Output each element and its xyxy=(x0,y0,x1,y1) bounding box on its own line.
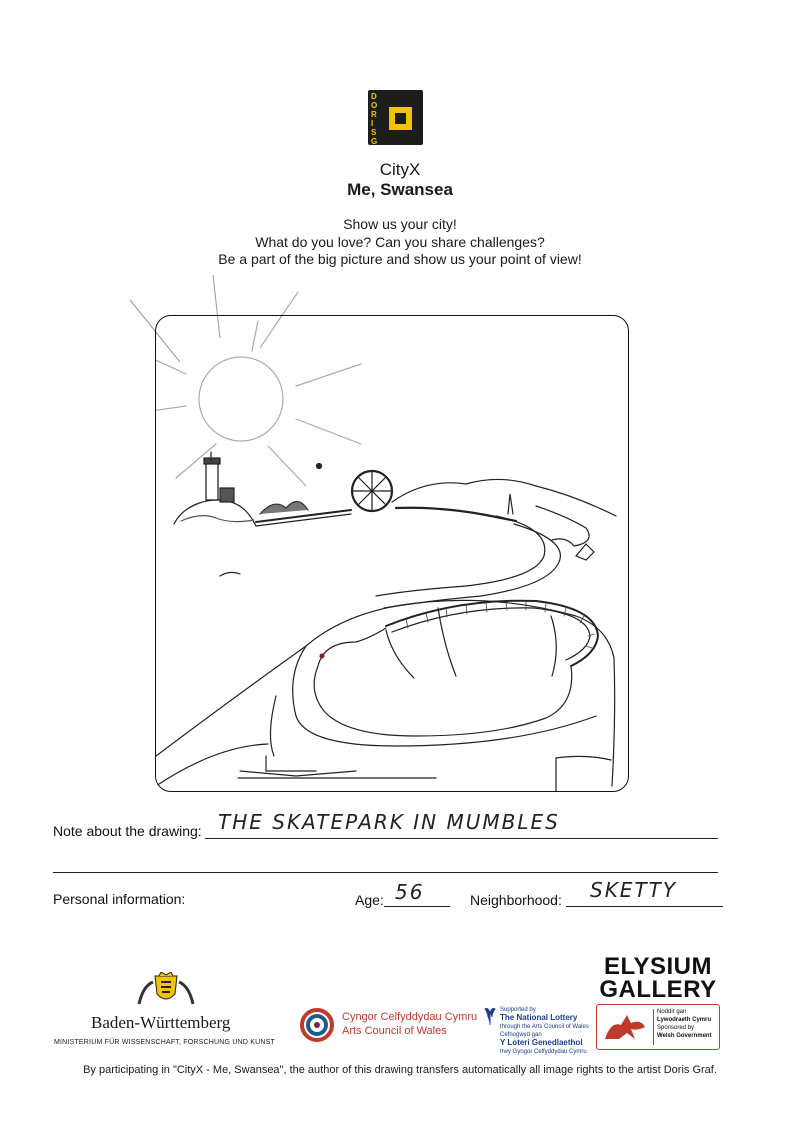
note-value[interactable]: THE SKATEPARK IN MUMBLES xyxy=(218,810,560,834)
age-underline xyxy=(384,906,450,907)
neighborhood-underline xyxy=(566,906,723,907)
neighborhood-value[interactable]: SKETTY xyxy=(590,878,678,902)
intro-line-3: Be a part of the big picture and show us your point of view! xyxy=(218,251,582,267)
neighborhood-label: Neighborhood: xyxy=(470,892,562,908)
national-lottery-crossed-fingers-icon xyxy=(482,1005,498,1027)
note-second-line xyxy=(53,872,718,873)
page-title: CityX xyxy=(379,160,421,179)
bw-name: Baden-Württemberg xyxy=(91,1013,231,1032)
lottery-text: Supported by The National Lottery through the Arts Council of Wales Cefnogwyd gan Y Loteri Genedlaethol trwy Gyngor Celfyddydau Cymru xyxy=(500,1007,589,1055)
logo-letters: D O R I S G xyxy=(371,92,379,146)
baden-wurttemberg-coat-of-arms-icon xyxy=(135,972,197,1008)
page-subtitle: Me, Swansea xyxy=(347,180,453,199)
note-underline xyxy=(205,838,718,839)
arts-council-wales-logo-icon xyxy=(298,1006,338,1044)
bw-ministry: MINISTERIUM FÜR WISSENSCHAFT, FORSCHUNG UND KUNST xyxy=(54,1039,275,1046)
sun-icon xyxy=(199,357,283,441)
doris-graf-logo xyxy=(368,90,423,145)
personal-info-label: Personal information: xyxy=(53,891,186,907)
acw-welsh-name: Cyngor Celfyddydau Cymru xyxy=(342,1011,478,1023)
age-label: Age: xyxy=(355,892,384,908)
welsh-government-logo xyxy=(596,1004,720,1050)
note-label: Note about the drawing: xyxy=(53,823,202,839)
skatepark-drawing xyxy=(156,316,628,791)
ferris-wheel xyxy=(352,471,392,511)
age-value[interactable]: 56 xyxy=(395,880,425,904)
elysium-gallery-logo: ELYSIUM GALLERY xyxy=(599,953,717,1003)
drawing-frame xyxy=(155,315,629,792)
wg-text: Noddir gan Lywodraeth Cymru Sponsored by Welsh Government xyxy=(657,1009,712,1039)
logo-square-icon xyxy=(389,107,412,130)
welsh-dragon-icon xyxy=(601,1009,651,1045)
acw-english-name: Arts Council of Wales xyxy=(342,1025,447,1037)
intro-line-2: What do you love? Can you share challenges? xyxy=(255,234,545,250)
lighthouse-island xyxy=(174,452,256,526)
rights-footer: By participating in "CityX - Me, Swansea", the author of this drawing transfers automatically all image rights to the artist Doris Graf. xyxy=(83,1064,717,1076)
intro-line-1: Show us your city! xyxy=(343,216,457,232)
